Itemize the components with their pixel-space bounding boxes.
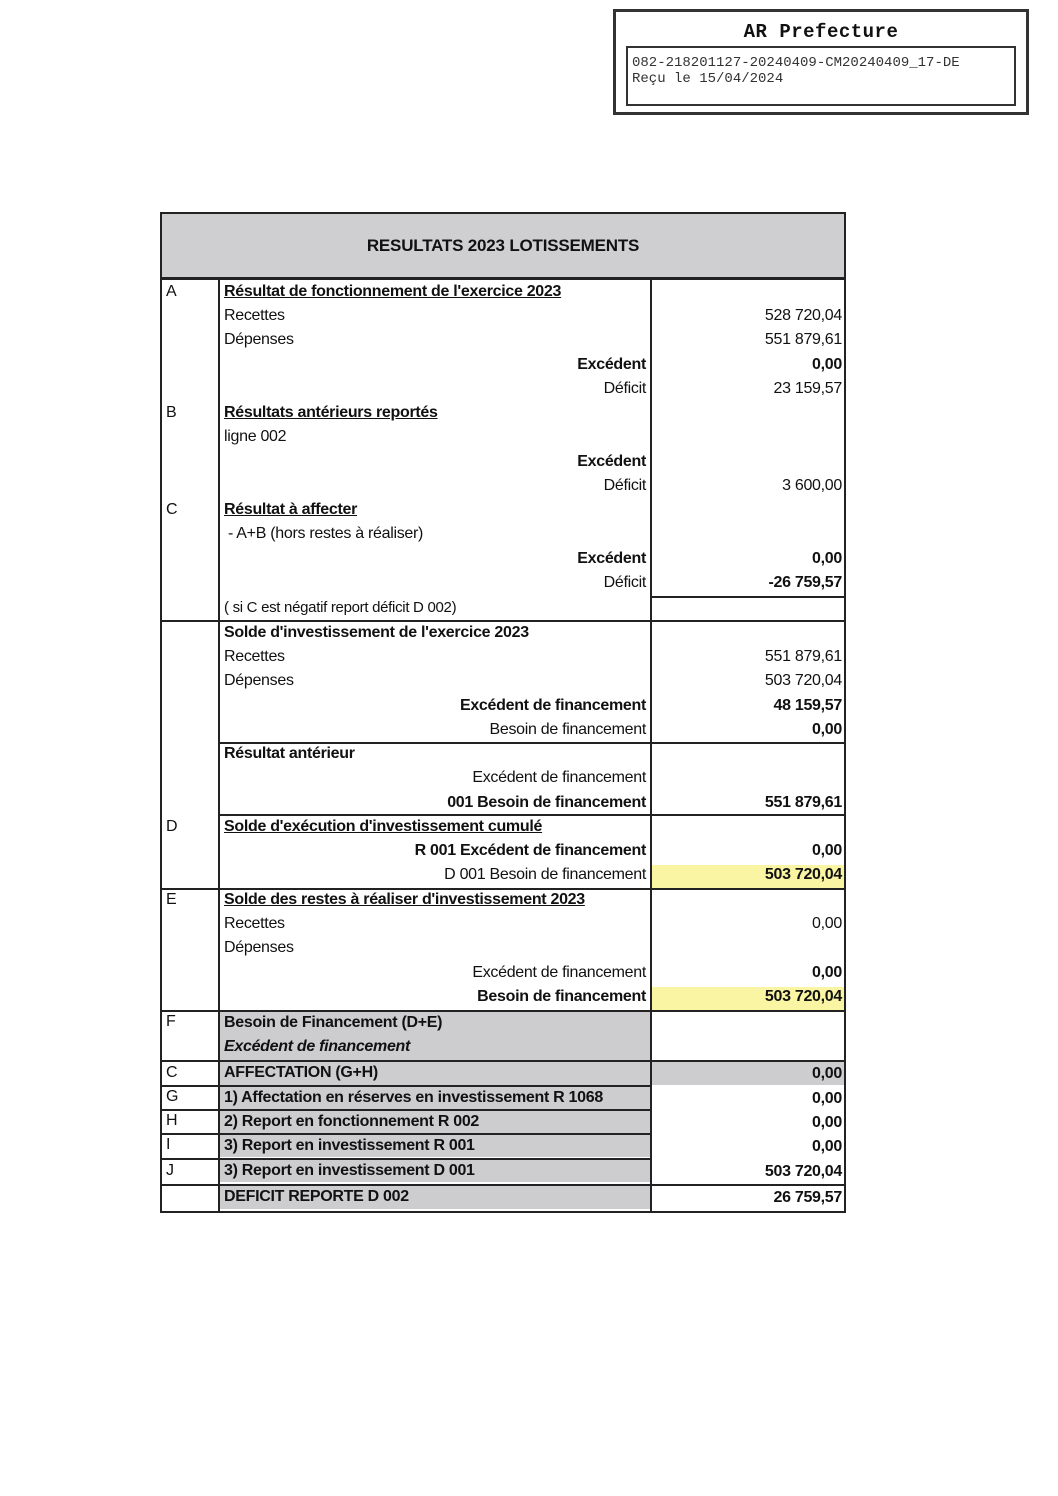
- stamp-details: [626, 46, 1016, 106]
- a-deficit-value: 23 159,57: [773, 380, 842, 397]
- letter-b: B: [166, 404, 177, 421]
- d-d001-label: D 001 Besoin de financement: [444, 866, 646, 883]
- stamp-received-date: Reçu le 15/04/2024: [632, 71, 784, 87]
- anterieur-besoin-label: 001 Besoin de financement: [447, 794, 646, 811]
- b-excedent-label: Excédent: [577, 453, 646, 470]
- a-recettes-label: Recettes: [224, 307, 285, 324]
- i-label: 3) Report en investissement R 001: [224, 1137, 475, 1154]
- b-deficit-label: Déficit: [603, 477, 646, 494]
- letter-d: D: [166, 818, 178, 835]
- e-besoin-label: Besoin de financement: [477, 988, 646, 1005]
- rule-h-j: [162, 1158, 650, 1160]
- invest-recettes-label: Recettes: [224, 648, 285, 665]
- deficit-reporte-label: DEFICIT REPORTE D 002: [224, 1188, 409, 1205]
- e-excedent-label: Excédent de financement: [472, 964, 646, 981]
- a-excedent-value: 0,00: [812, 356, 842, 373]
- section-d-heading: Solde d'exécution d'investissement cumulé: [224, 818, 543, 835]
- rule-h-affectation: [162, 1060, 844, 1062]
- b-line-label: ligne 002: [224, 428, 287, 445]
- letter-i: I: [166, 1136, 171, 1153]
- rule-h-h: [162, 1109, 650, 1111]
- rule-h-section-invest: [162, 620, 844, 622]
- invest-besoin-value: 0,00: [812, 721, 842, 738]
- c-formula: - A+B (hors restes à réaliser): [228, 525, 424, 542]
- e-excedent-value: 0,00: [812, 964, 842, 981]
- letter-e: E: [166, 891, 177, 908]
- d-r001-value: 0,00: [812, 842, 842, 859]
- rule-v-values-2: [650, 621, 652, 1211]
- letter-h: H: [166, 1112, 178, 1129]
- affectation-label: AFFECTATION (G+H): [224, 1064, 378, 1081]
- results-table: [160, 212, 846, 1213]
- letter-g: G: [166, 1088, 179, 1105]
- letter-f: F: [166, 1013, 176, 1030]
- letter-affectation: C: [166, 1064, 178, 1081]
- h-label: 2) Report en fonctionnement R 002: [224, 1113, 480, 1130]
- rule-h-d: [218, 814, 844, 816]
- invest-excedent-value: 48 159,57: [773, 697, 842, 714]
- section-a-heading: Résultat de fonctionnement de l'exercice 2023: [224, 283, 562, 300]
- e-recettes-label: Recettes: [224, 915, 285, 932]
- rule-h-deficit: [162, 1184, 844, 1186]
- rule-v-values: [650, 280, 652, 620]
- j-label: 3) Report en investissement D 001: [224, 1162, 475, 1179]
- f-besoin-label: Besoin de Financement (D+E): [224, 1014, 443, 1031]
- report-title: RESULTATS 2023 LOTISSEMENTS: [162, 214, 844, 280]
- rule-h-i: [162, 1133, 650, 1135]
- affectation-value: 0,00: [812, 1065, 842, 1082]
- rule-h-c-total: [650, 596, 844, 598]
- anterieur-excedent-label: Excédent de financement: [472, 769, 646, 786]
- g-value: 0,00: [812, 1090, 842, 1107]
- section-c-heading: Résultat à affecter: [224, 501, 358, 518]
- letter-a: A: [166, 283, 177, 300]
- section-e-heading: Solde des restes à réaliser d'investissement 2023: [224, 891, 585, 908]
- section-b-heading: Résultats antérieurs reportés: [224, 404, 438, 421]
- invest-excedent-label: Excédent de financement: [459, 697, 646, 714]
- anterieur-besoin-value: 551 879,61: [764, 794, 842, 811]
- prefecture-stamp: [613, 9, 1029, 115]
- stamp-title: AR Prefecture: [743, 21, 899, 43]
- invest-depenses-label: Dépenses: [224, 672, 294, 689]
- h-value: 0,00: [812, 1114, 842, 1131]
- a-depenses-label: Dépenses: [224, 331, 294, 348]
- invest-recettes-value: 551 879,61: [764, 648, 842, 665]
- a-recettes-value: 528 720,04: [764, 307, 842, 324]
- d-r001-label: R 001 Excédent de financement: [414, 842, 646, 859]
- g-label: 1) Affectation en réserves en investissement R 1068: [224, 1089, 603, 1106]
- letter-j: J: [166, 1162, 174, 1179]
- deficit-reporte-value: 26 759,57: [773, 1189, 842, 1206]
- rule-h-f: [162, 1010, 844, 1012]
- rule-v-letters: [218, 280, 220, 1211]
- j-value: 503 720,04: [764, 1163, 842, 1180]
- letter-c: C: [166, 501, 178, 518]
- invest-besoin-label: Besoin de financement: [489, 721, 646, 738]
- a-deficit-label: Déficit: [603, 380, 646, 397]
- e-recettes-value: 0,00: [812, 915, 842, 932]
- a-excedent-label: Excédent: [577, 356, 646, 373]
- invest-depenses-value: 503 720,04: [764, 672, 842, 689]
- c-note: ( si C est négatif report déficit D 002): [224, 599, 457, 616]
- rule-h-g: [162, 1085, 650, 1087]
- e-depenses-label: Dépenses: [224, 939, 294, 956]
- e-besoin-value: 503 720,04: [764, 988, 842, 1005]
- stamp-reference: 082-218201127-20240409-CM20240409_17-DE: [632, 55, 960, 71]
- d-d001-value: 503 720,04: [764, 866, 842, 883]
- c-excedent-label: Excédent: [577, 550, 646, 567]
- invest-heading: Solde d'investissement de l'exercice 2023: [224, 624, 529, 641]
- c-deficit-label: Déficit: [603, 574, 646, 591]
- b-deficit-value: 3 600,00: [782, 477, 842, 494]
- a-depenses-value: 551 879,61: [764, 331, 842, 348]
- c-excedent-value: 0,00: [812, 550, 842, 567]
- f-excedent-label: Excédent de financement: [224, 1038, 411, 1055]
- anterieur-heading: Résultat antérieur: [224, 745, 355, 762]
- c-deficit-value: -26 759,57: [768, 574, 842, 591]
- i-value: 0,00: [812, 1138, 842, 1155]
